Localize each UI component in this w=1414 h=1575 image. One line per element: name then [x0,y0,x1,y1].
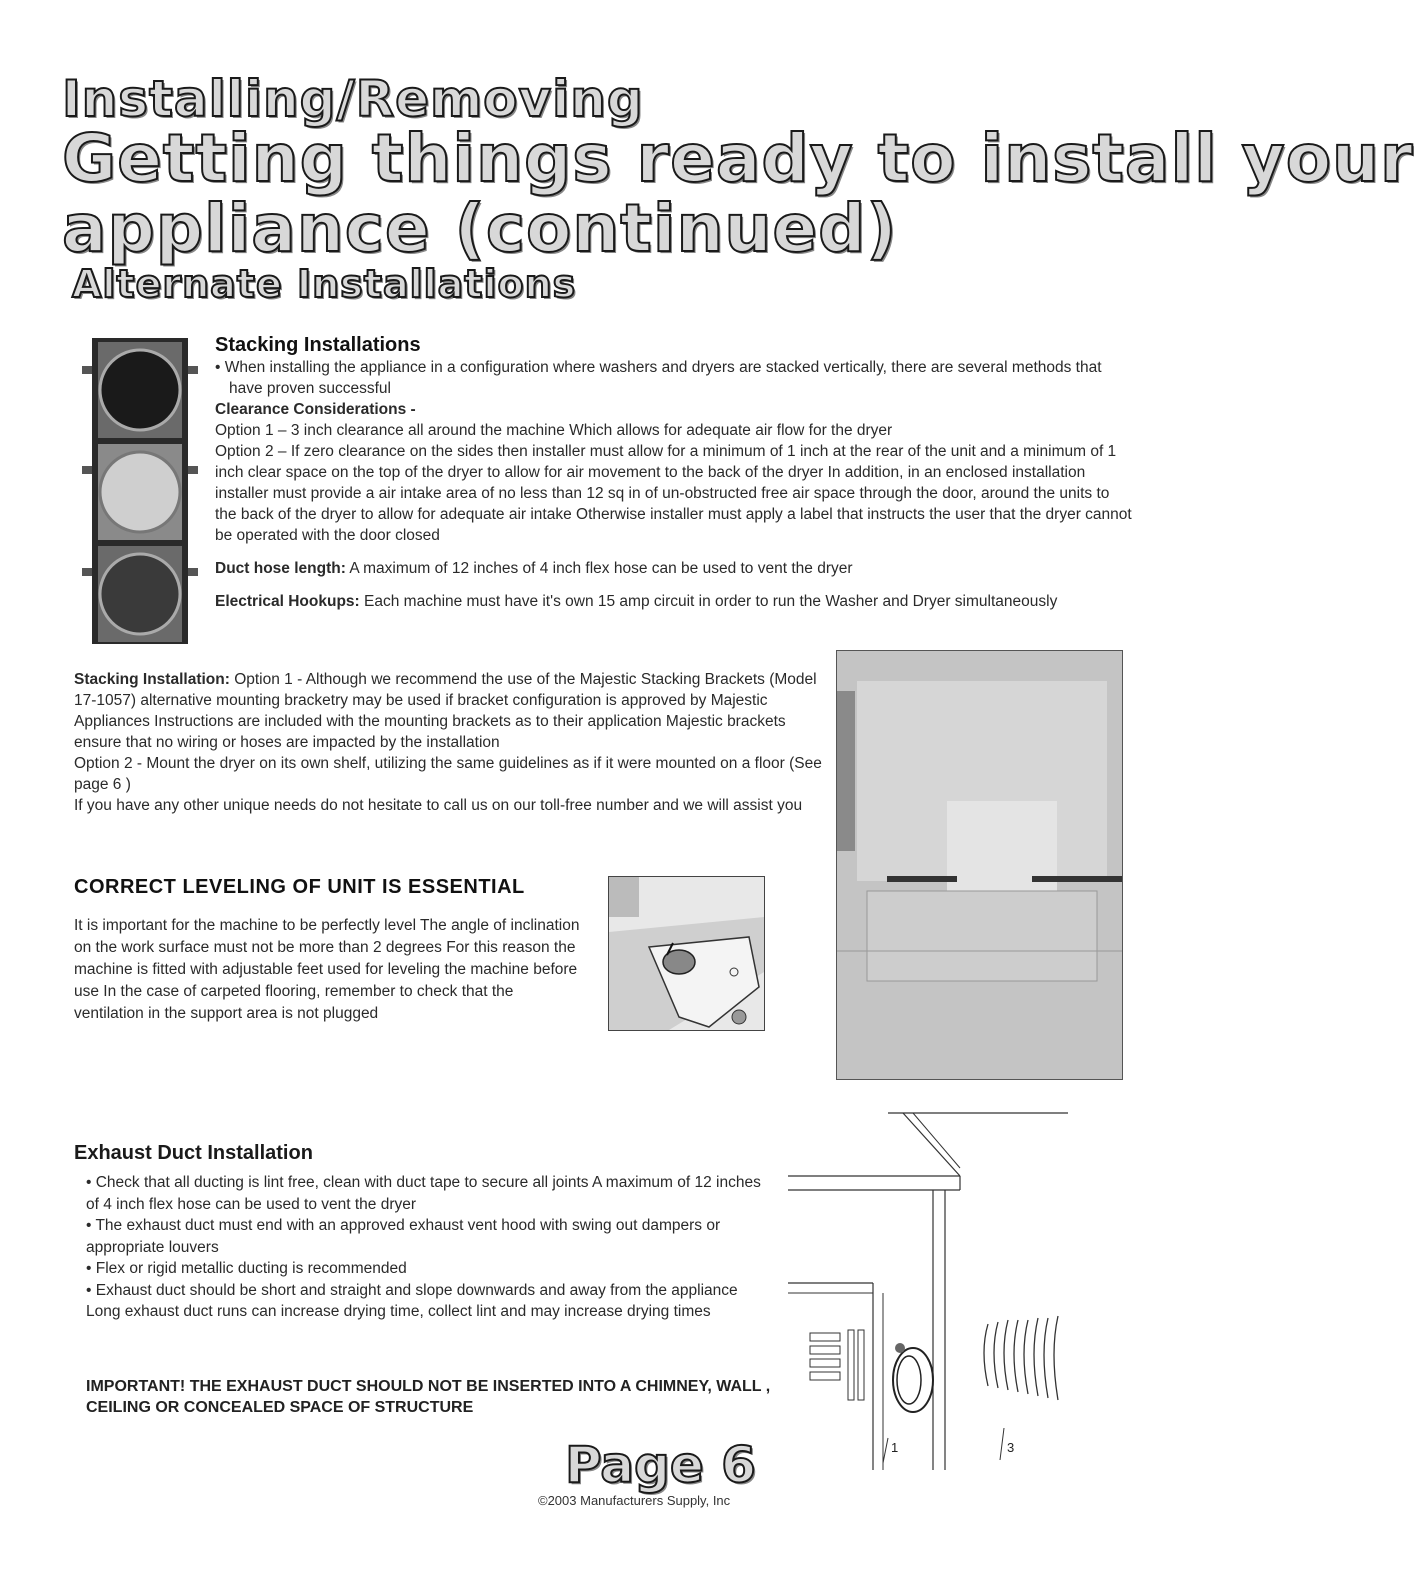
page-number: Page 6 [565,1436,756,1494]
exhaust-bullet-4: • Exhaust duct should be short and straight and slope downwards and away from the appliance Long exhaust duct runs can increase drying time, collect lint and may increase drying times [86,1281,738,1320]
stacking-installation-text-2: Option 2 - Mount the dryer on its own shelf, utilizing the same guidelines as if it were mounted on a floor (See page 6 ) [74,755,822,793]
title-line-1: Installing/Removing [62,70,644,128]
title-line-2: Getting things ready to install your [62,120,1414,197]
diagram-label-3: 3 [1007,1440,1015,1455]
traffic-light-icon [80,336,200,646]
stacking-bullet: • When installing the appliance in a configuration where washers and dryers are stacked vertically, there are several methods that have proven successful [215,359,1102,397]
important-warning: IMPORTANT! THE EXHAUST DUCT SHOULD NOT BE INSERTED INTO A CHIMNEY, WALL , CEILING OR CONCEALED SPACE OF STRUCTURE [86,1378,771,1416]
electrical-label: Electrical Hookups: [215,593,360,610]
diagram-label-1: 1 [891,1440,899,1455]
stacking-heading: Stacking Installations [215,334,421,356]
exhaust-bullet-3: • Flex or rigid metallic ducting is recommended [86,1260,407,1277]
exhaust-bullet-1: • Check that all ducting is lint free, clean with duct tape to secure all joints A maximum of 12 inches of 4 inch flex hose can be used to vent the dryer [86,1174,761,1213]
leveling-foot-diagram [608,876,765,1031]
exhaust-duct-diagram [788,1108,1078,1478]
stacked-appliance-photo [836,650,1123,1080]
duct-hose-text: A maximum of 12 inches of 4 inch flex hose can be used to vent the dryer [345,560,853,577]
stacking-installation-text-3: If you have any other unique needs do not hesitate to call us on our toll-free number and we will assist you [74,797,803,814]
clearance-label: Clearance Considerations - [215,401,416,418]
exhaust-heading: Exhaust Duct Installation [74,1142,313,1164]
duct-hose-label: Duct hose length: [215,560,346,577]
stacking-installation-label: Stacking Installation: [74,671,230,688]
copyright: ©2003 Manufacturers Supply, Inc [538,1493,731,1508]
option-2-text: Option 2 – If zero clearance on the sides then installer must allow for a minimum of 1 inch at the rear of the unit and a minimum of 1 inch clear space on the top of the dryer to allow for air movement to the back of the dryer In addition, in an enclosed installation installer must provide a air intake area of no less than 12 sq in of un-obstructed free air space through the door, around the units to the back of the dryer to allow for adequate air intake Otherwise installer must apply a label that instructs the user that the dryer cannot be operated with the door closed [215,443,1132,544]
section-title: Alternate Installations [72,262,577,306]
title-line-3: appliance (continued) [62,190,898,267]
leveling-heading: CORRECT LEVELING OF UNIT IS ESSENTIAL [74,876,525,898]
option-1-text: Option 1 – 3 inch clearance all around the machine Which allows for adequate air flow for the dryer [215,422,893,439]
leveling-text: It is important for the machine to be perfectly level The angle of inclination on the work surface must not be more than 2 degrees For this reason the machine is fitted with adjustable feet used for leveling the machine before use In the case of carpeted flooring, remember to check that the ventilation in the support area is not plugged [74,917,580,1022]
exhaust-bullet-2: • The exhaust duct must end with an approved exhaust vent hood with swing out dampers or appropriate louvers [86,1217,721,1256]
electrical-text: Each machine must have it's own 15 amp circuit in order to run the Washer and Dryer simultaneously [359,593,1058,610]
stacking-installation-text-1: Option 1 - Although we recommend the use of the Majestic Stacking Brackets (Model 17-1057) alternative mounting bracketry may be used if bracket configuration is approved by Majestic Appliances Instructions are included with the mounting brackets as to their application Majestic brackets ensure that no wiring or hoses are impacted by the installation [74,671,817,751]
